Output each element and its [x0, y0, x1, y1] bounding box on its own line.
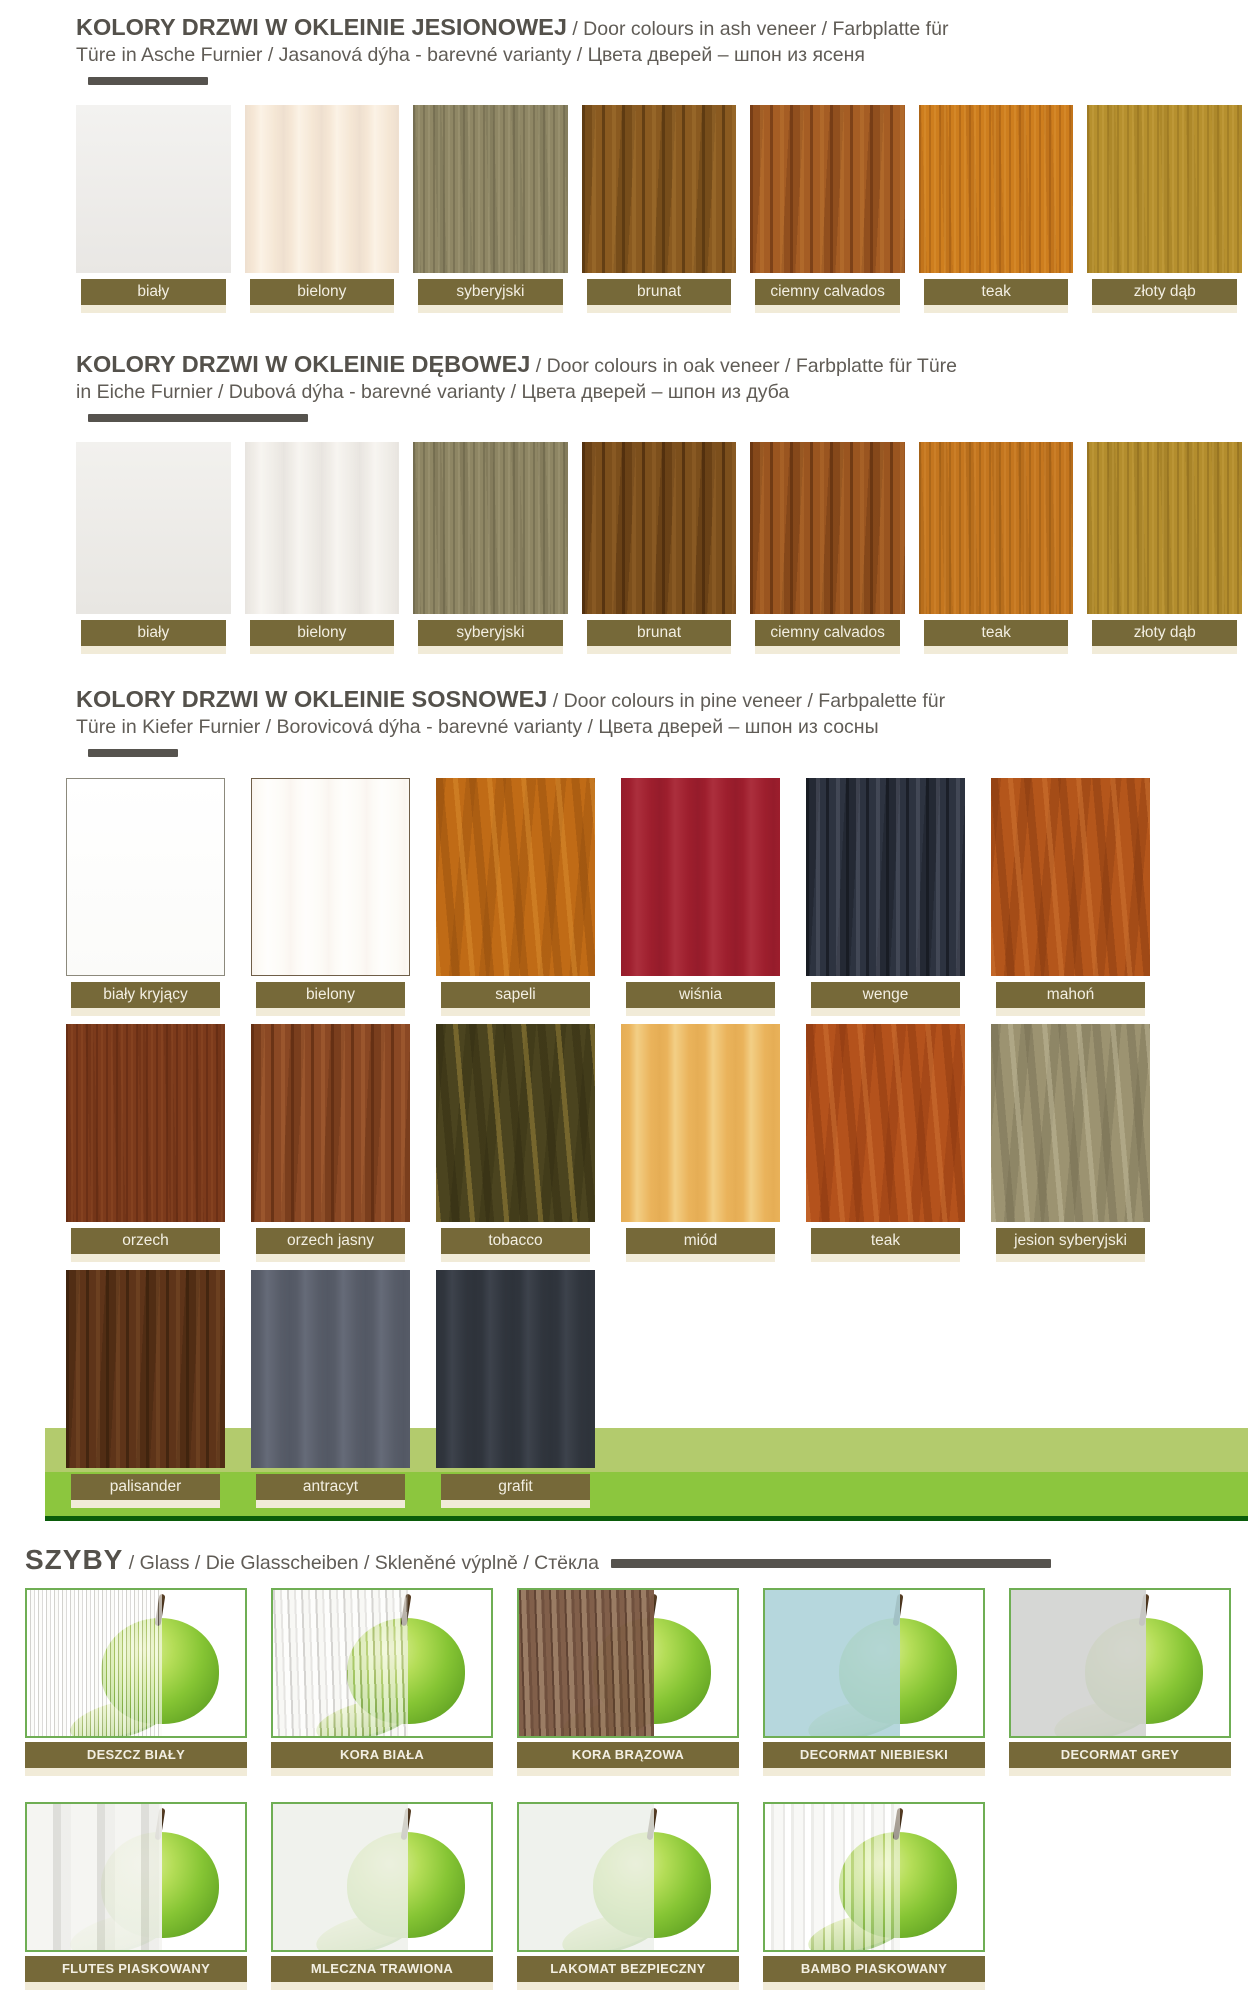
glass-texture-overlay: [27, 1590, 162, 1736]
swatch-cell-sapeli: [436, 778, 595, 1016]
swatch-cell-jesion-syberyjski: [991, 1024, 1150, 1262]
glass-cell-lakomat-bezpieczny: [517, 1802, 739, 1990]
wood-swatch-bielony: [245, 105, 400, 273]
label-underline: [924, 305, 1069, 313]
glass-sample-mleczna-trawiona: [271, 1802, 493, 1952]
label-underline: [71, 1008, 220, 1016]
swatch-cell-orzech: [66, 1024, 225, 1262]
glass-texture-overlay: [765, 1590, 900, 1736]
swatch-cell-zloty-dab: [1087, 442, 1242, 654]
swatch-cell-bielony: [251, 778, 410, 1016]
swatch-label: biały kryjący: [103, 985, 188, 1003]
wood-swatch-brunat: [582, 105, 737, 273]
glass-row-2: [25, 1802, 1248, 1990]
wood-swatch-bielony: [245, 442, 400, 614]
swatch-label: mahoń: [1046, 985, 1095, 1003]
swatch-label-bar: [250, 279, 395, 305]
swatch-label: bielony: [305, 985, 356, 1003]
label-underline: [626, 1008, 775, 1016]
glass-texture-overlay: [273, 1804, 408, 1950]
glass-label-bar: [517, 1956, 739, 1982]
label-underline: [763, 1768, 985, 1776]
glass-sample-flutes-piaskowany: [25, 1802, 247, 1952]
glass-label-bar: [25, 1956, 247, 1982]
swatch-label-bar: [250, 620, 395, 646]
glass-cell-bambo-piaskowany: [763, 1802, 985, 1990]
label-underline: [763, 1982, 985, 1990]
swatch-cell-bialy-kryjacy: [66, 778, 225, 1016]
label-underline: [996, 1008, 1145, 1016]
wood-swatch-teak: [919, 442, 1074, 614]
glass-label: FLUTES PIASKOWANY: [61, 1961, 211, 1977]
swatch-cell-bialy: [76, 105, 231, 313]
section-title-oak-bold: KOLORY DRZWI W OKLEINIE DĘBOWEJ: [76, 351, 531, 378]
glass-label: DESZCZ BIAŁY: [86, 1747, 186, 1763]
swatch-label: teak: [981, 283, 1011, 301]
swatch-cell-zloty-dab: [1087, 105, 1242, 313]
swatch-label: wenge: [862, 985, 909, 1003]
swatch-cell-wisnia: [621, 778, 780, 1016]
glass-label: KORA BIAŁA: [339, 1747, 425, 1763]
section-title-oak-rest: / Door colours in oak veneer / Farbplatte für Türe in Eiche Furnier / Dubová dýha - barevné varianty / Цвета дверей – шпон из дуба: [76, 355, 958, 403]
swatch-label: miód: [683, 1231, 718, 1249]
glass-label-bar: [271, 1956, 493, 1982]
swatch-label-bar: [626, 982, 775, 1008]
swatch-label: teak: [870, 1231, 901, 1249]
section-pine-veneer: [0, 654, 1248, 1521]
swatch-label-bar: [441, 1228, 590, 1254]
swatch-cell-mahon: [991, 778, 1150, 1016]
swatch-label: bielony: [297, 283, 347, 301]
glass-cell-flutes-piaskowany: [25, 1802, 247, 1990]
glass-cell-kora-brazowa: [517, 1588, 739, 1776]
swatch-label-bar: [811, 982, 960, 1008]
swatch-label: orzech: [122, 1231, 169, 1249]
swatch-label: złoty dąb: [1133, 624, 1196, 642]
section-title-glass-rest: / Glass / Die Glasscheiben / Skleněné výplně / Стёкла: [128, 1551, 599, 1574]
header-rule: [611, 1559, 1051, 1568]
swatch-cell-antracyt: [251, 1270, 410, 1508]
swatch-label-bar: [587, 279, 732, 305]
label-underline: [418, 305, 563, 313]
label-underline: [441, 1008, 590, 1016]
swatch-label-bar: [418, 620, 563, 646]
pine-swatch-row-3: [66, 1270, 1248, 1508]
label-underline: [811, 1008, 960, 1016]
glass-label: DECORMAT NIEBIESKI: [799, 1747, 949, 1763]
swatch-cell-ciemny-calvados: [750, 442, 905, 654]
wood-swatch-teak: [806, 1024, 965, 1222]
section-title-glass-bold: SZYBY: [25, 1543, 124, 1575]
swatch-cell-palisander: [66, 1270, 225, 1508]
label-underline: [250, 305, 395, 313]
swatch-label: ciemny calvados: [770, 624, 885, 642]
wood-swatch-jesion-syberyjski: [991, 1024, 1150, 1222]
header-rule: [88, 77, 208, 85]
label-underline: [626, 1254, 775, 1262]
label-underline: [25, 1982, 247, 1990]
wood-swatch-teak: [919, 105, 1074, 273]
glass-sample-decormat-grey: [1009, 1588, 1231, 1738]
glass-sample-deszcz-bialy: [25, 1588, 247, 1738]
swatch-label-bar: [256, 982, 405, 1008]
glass-texture-overlay: [27, 1804, 162, 1950]
swatch-label-bar: [71, 982, 220, 1008]
swatch-label-bar: [256, 1474, 405, 1500]
swatch-label-bar: [441, 1474, 590, 1500]
glass-label-bar: [763, 1956, 985, 1982]
swatch-label-bar: [626, 1228, 775, 1254]
wood-swatch-bielony: [251, 778, 410, 976]
swatch-label-bar: [71, 1228, 220, 1254]
swatch-label: brunat: [637, 624, 681, 642]
label-underline: [81, 646, 226, 654]
swatch-label: wiśnia: [678, 985, 723, 1003]
green-band-line: [45, 1516, 1248, 1521]
label-underline: [271, 1982, 493, 1990]
swatch-label: biały: [137, 624, 170, 642]
section-title-ash: [76, 0, 976, 93]
swatch-label: tobacco: [488, 1231, 543, 1249]
swatch-label-bar: [81, 620, 226, 646]
swatch-cell-brunat: [582, 442, 737, 654]
label-underline: [71, 1254, 220, 1262]
swatch-label: syberyjski: [456, 624, 525, 642]
swatch-cell-wenge: [806, 778, 965, 1016]
glass-sample-kora-biala: [271, 1588, 493, 1738]
swatch-label-bar: [1092, 279, 1237, 305]
label-underline: [1092, 305, 1237, 313]
glass-cell-decormat-grey: [1009, 1588, 1231, 1776]
wood-swatch-bialy: [76, 105, 231, 273]
glass-sample-kora-brazowa: [517, 1588, 739, 1738]
glass-texture-overlay: [765, 1804, 900, 1950]
wood-swatch-grafit: [436, 1270, 595, 1468]
glass-sample-decormat-niebieski: [763, 1588, 985, 1738]
swatch-label: jesion syberyjski: [1014, 1231, 1127, 1249]
wood-swatch-bialy: [76, 442, 231, 614]
glass-cell-mleczna-trawiona: [271, 1802, 493, 1990]
ash-swatch-row: [76, 105, 1242, 313]
section-title-ash-rest: / Door colours in ash veneer / Farbplatte für Türe in Asche Furnier / Jasanová dýha - barevné varianty / Цвета дверей – шпон из ясеня: [76, 18, 949, 66]
wood-swatch-wenge: [806, 778, 965, 976]
glass-label-bar: [25, 1742, 247, 1768]
swatch-label: biały: [137, 283, 170, 301]
header-rule: [88, 749, 178, 757]
section-glass: [0, 1544, 1248, 1990]
section-title-ash-bold: KOLORY DRZWI W OKLEINIE JESIONOWEJ: [76, 14, 567, 40]
section-title-oak: [76, 313, 976, 430]
label-underline: [250, 646, 395, 654]
swatch-label-bar: [1092, 620, 1237, 646]
label-underline: [924, 646, 1069, 654]
glass-label: DECORMAT GREY: [1060, 1747, 1180, 1763]
wood-swatch-mahon: [991, 778, 1150, 976]
swatch-label: grafit: [498, 1477, 533, 1495]
swatch-cell-teak: [806, 1024, 965, 1262]
label-underline: [517, 1982, 739, 1990]
wood-swatch-brunat: [582, 442, 737, 614]
swatch-label-bar: [81, 279, 226, 305]
swatch-cell-syberyjski: [413, 442, 568, 654]
label-underline: [755, 646, 900, 654]
pine-swatch-row-1: [66, 778, 1248, 1016]
label-underline: [587, 305, 732, 313]
swatch-label-bar: [996, 1228, 1145, 1254]
swatch-label-bar: [441, 982, 590, 1008]
swatch-label: syberyjski: [456, 283, 525, 301]
section-title-glass: [25, 1544, 1248, 1576]
label-underline: [517, 1768, 739, 1776]
swatch-cell-bialy: [76, 442, 231, 654]
swatch-cell-teak: [919, 442, 1074, 654]
label-underline: [587, 646, 732, 654]
swatch-cell-brunat: [582, 105, 737, 313]
swatch-label: brunat: [637, 283, 681, 301]
swatch-label-bar: [924, 620, 1069, 646]
label-underline: [811, 1254, 960, 1262]
swatch-label-bar: [996, 982, 1145, 1008]
section-oak-veneer: [0, 313, 1248, 654]
wood-swatch-syberyjski: [413, 442, 568, 614]
label-underline: [271, 1768, 493, 1776]
swatch-cell-syberyjski: [413, 105, 568, 313]
wood-swatch-zloty-dab: [1087, 442, 1242, 614]
glass-cell-decormat-niebieski: [763, 1588, 985, 1776]
label-underline: [1009, 1768, 1231, 1776]
glass-label: LAKOMAT BEZPIECZNY: [550, 1961, 706, 1977]
glass-texture-overlay: [1011, 1590, 1146, 1736]
swatch-cell-orzech-jasny: [251, 1024, 410, 1262]
swatch-label: sapeli: [495, 985, 536, 1003]
swatch-label: antracyt: [302, 1477, 359, 1495]
glass-label: BAMBO PIASKOWANY: [800, 1961, 948, 1977]
glass-row-1: [25, 1588, 1248, 1776]
label-underline: [441, 1500, 590, 1508]
swatch-label: teak: [981, 624, 1011, 642]
wood-swatch-zloty-dab: [1087, 105, 1242, 273]
swatch-label: ciemny calvados: [770, 283, 885, 301]
pine-row3-band-area: [0, 1270, 1248, 1522]
pine-swatch-row-2: [66, 1024, 1248, 1262]
label-underline: [755, 305, 900, 313]
wood-swatch-bialy-kryjacy: [66, 778, 225, 976]
wood-swatch-palisander: [66, 1270, 225, 1468]
label-underline: [81, 305, 226, 313]
glass-label-bar: [1009, 1742, 1231, 1768]
label-underline: [441, 1254, 590, 1262]
wood-swatch-ciemny-calvados: [750, 105, 905, 273]
swatch-cell-bielony: [245, 105, 400, 313]
glass-sample-lakomat-bezpieczny: [517, 1802, 739, 1952]
label-underline: [25, 1768, 247, 1776]
label-underline: [256, 1008, 405, 1016]
header-rule: [88, 414, 308, 422]
swatch-cell-miod: [621, 1024, 780, 1262]
section-ash-veneer: [0, 0, 1248, 313]
swatch-label-bar: [811, 1228, 960, 1254]
swatch-label-bar: [418, 279, 563, 305]
swatch-label-bar: [924, 279, 1069, 305]
glass-texture-overlay: [519, 1590, 654, 1736]
swatch-cell-bielony: [245, 442, 400, 654]
swatch-label: orzech jasny: [286, 1231, 374, 1249]
glass-label-bar: [763, 1742, 985, 1768]
section-title-pine: [76, 654, 976, 765]
swatch-label: złoty dąb: [1133, 283, 1196, 301]
oak-swatch-row: [76, 442, 1242, 654]
swatch-label: palisander: [109, 1477, 182, 1495]
swatch-label-bar: [755, 279, 900, 305]
wood-swatch-antracyt: [251, 1270, 410, 1468]
wood-swatch-miod: [621, 1024, 780, 1222]
section-title-pine-rest: / Door colours in pine veneer / Farbpalette für Türe in Kiefer Furnier / Borovicová dýha - barevné varianty / Цвета дверей – шпон из сосны: [76, 690, 946, 739]
label-underline: [256, 1254, 405, 1262]
label-underline: [996, 1254, 1145, 1262]
glass-label: KORA BRĄZOWA: [571, 1747, 685, 1763]
swatch-cell-tobacco: [436, 1024, 595, 1262]
wood-swatch-tobacco: [436, 1024, 595, 1222]
label-underline: [1092, 646, 1237, 654]
swatch-cell-grafit: [436, 1270, 595, 1508]
glass-label-bar: [517, 1742, 739, 1768]
swatch-label-bar: [755, 620, 900, 646]
wood-swatch-ciemny-calvados: [750, 442, 905, 614]
glass-texture-overlay: [519, 1804, 654, 1950]
wood-swatch-syberyjski: [413, 105, 568, 273]
glass-cell-kora-biala: [271, 1588, 493, 1776]
swatch-label-bar: [587, 620, 732, 646]
label-underline: [418, 646, 563, 654]
glass-label-bar: [271, 1742, 493, 1768]
swatch-label-bar: [71, 1474, 220, 1500]
wood-swatch-sapeli: [436, 778, 595, 976]
swatch-label: bielony: [297, 624, 347, 642]
glass-texture-overlay: [273, 1590, 408, 1736]
wood-swatch-orzech-jasny: [251, 1024, 410, 1222]
wood-swatch-wisnia: [621, 778, 780, 976]
glass-label: MLECZNA TRAWIONA: [310, 1961, 454, 1977]
glass-cell-deszcz-bialy: [25, 1588, 247, 1776]
glass-sample-bambo-piaskowany: [763, 1802, 985, 1952]
swatch-label-bar: [256, 1228, 405, 1254]
swatch-cell-ciemny-calvados: [750, 105, 905, 313]
wood-swatch-orzech: [66, 1024, 225, 1222]
label-underline: [256, 1500, 405, 1508]
section-title-pine-bold: KOLORY DRZWI W OKLEINIE SOSNOWEJ: [76, 686, 548, 713]
label-underline: [71, 1500, 220, 1508]
swatch-cell-teak: [919, 105, 1074, 313]
